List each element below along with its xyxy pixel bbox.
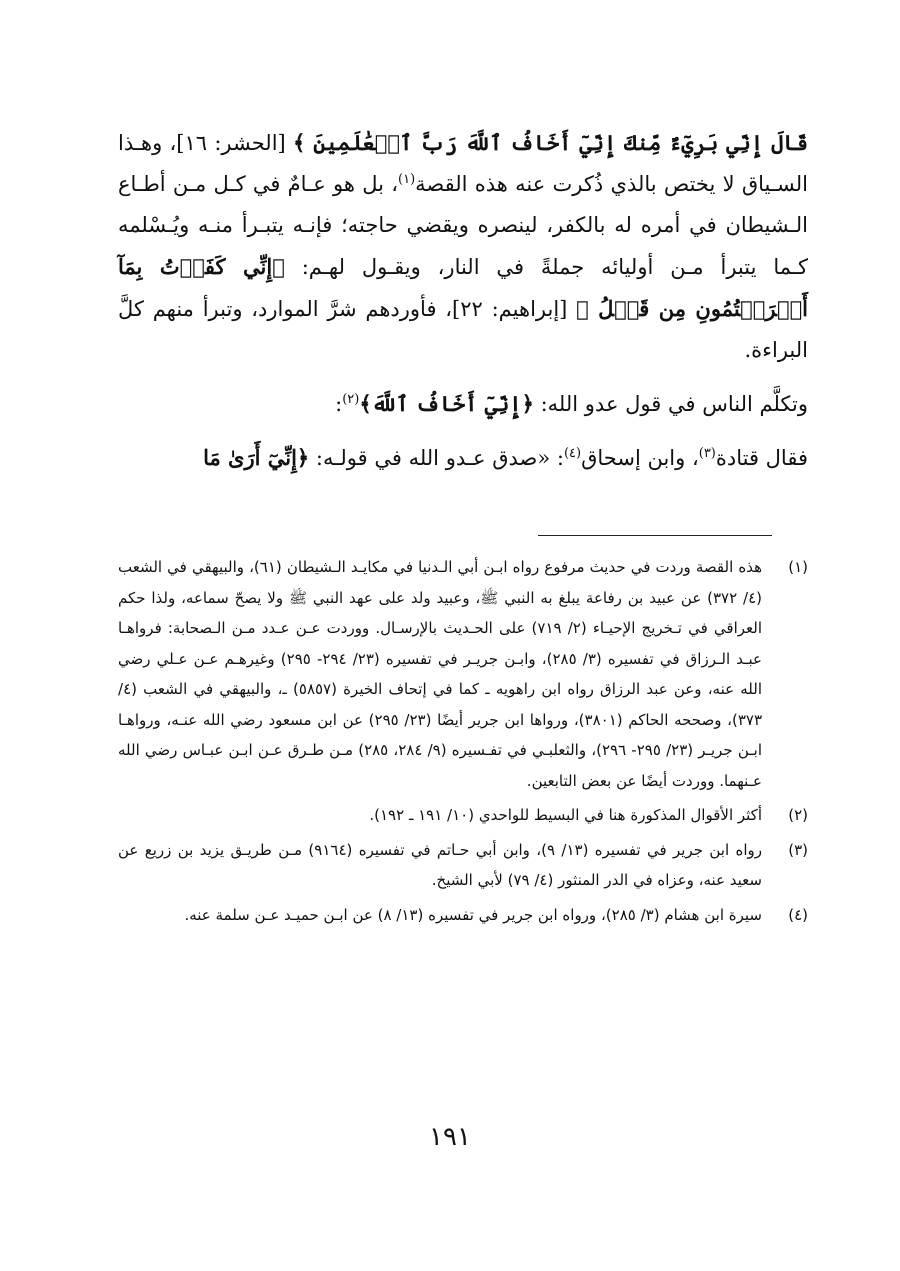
text-segment: : «صدق عـدو الله في قولـه: — [309, 446, 564, 470]
text-segment: [إبراهيم: ٢٢]، فأوردهم شرَّ الموارد، وتبرأ منهم كلَّ البراءة. — [118, 297, 808, 362]
footnote-text: رواه ابن جرير في تفسيره (١٣/ ٩)، وابن أبي حـاتم في تفسيره (٩١٦٤) مـن طريـق يزيد بن زريع عن سعيد عنه، وعزاه في الدر المنثور (٤/ ٧٩) لأبي الشيخ. — [118, 840, 762, 889]
footnote-number: (٢) — [788, 806, 808, 824]
text-segment: وتكلَّم الناس في قول عدو الله: — [533, 392, 808, 416]
quran-verse: قَالَ إِنِّي بَرِيٓءٌ مِّنكَ إِنِّيٓ أَخَافُ ٱللَّهَ رَبَّ ٱلۡعَٰلَمِينَ ﴾ — [293, 130, 808, 155]
footnote-2 — [118, 800, 808, 831]
text-segment: ، وابن إسحاق — [581, 446, 699, 470]
footnotes — [118, 552, 808, 934]
paragraph-2 — [118, 383, 808, 425]
footnote-ref-3[interactable]: (٣) — [698, 446, 716, 461]
text-segment: [الحشر: ١٦]، وهـذا السـياق لا يختص بالذي ذُكرت عنه هذه القصة — [118, 131, 808, 196]
footnote-1 — [118, 552, 808, 796]
footnote-number: (١) — [788, 558, 808, 576]
footnote-3 — [118, 835, 808, 896]
paragraph-1 — [118, 122, 808, 371]
footnote-ref-2[interactable]: (٢) — [342, 392, 360, 407]
text-segment: ، بل هو عـامٌ في كـل مـن أطـاع الـشيطان في أمره له بالكفر، لينصره ويقضي حاجته؛ فإنـه يتبـرأ منـه ويُـسْلمه كـما يتبرأ مـن أوليائه جملةً في النار، ويقـول لهـم: — [118, 172, 809, 279]
page-number: ١٩١ — [429, 1122, 471, 1152]
text-segment: فقال قتادة — [715, 446, 808, 470]
paragraph-3 — [118, 437, 808, 479]
footnote-number: (٤) — [788, 905, 808, 924]
quran-verse: ﴿إِنِّي كَفَرۡتُ بِمَآ أَشۡرَكۡتُمُونِ مِن قَبۡلُ ﴾ — [118, 254, 808, 321]
footnote-number: (٣) — [788, 840, 808, 859]
footnote-text: سيرة ابن هشام (٣/ ٢٨٥)، ورواه ابن جرير في تفسيره (١٣/ ٨) عن ابـن حميـد عـن سلمة عنه. — [184, 905, 762, 924]
footnote-ref-1[interactable]: (١) — [398, 172, 416, 187]
quran-verse: ﴿إِنِّيٓ أَرَىٰ مَا — [203, 445, 310, 470]
footnote-ref-4[interactable]: (٤) — [563, 446, 582, 461]
text-segment: : — [335, 392, 343, 416]
footnote-text: هذه القصة وردت في حديث مرفوع رواه ابـن أبي الـدنيا في مكايـد الـشيطان (٦١)، والبيهقي في الشعب (٤/ ٣٧٢) عن عبيد بن رفاعة يبلغ به النبي ﷺ، وعبيد ولد على عهد النبي ﷺ ولا يصحّ سماعه، ولذا حكم العراقي في تـخريج الإحيـاء (٢/ ٧١٩) على الحـديث بالإرسـال. ووردت عـن عـدد مـن الـصحابة: فرواهـا عبـد الـرزاق في تفسيره (٣/ ٢٨٥)، وابـن جريـر في تفسيره (٢٣/ ٢٩٤- ٢٩٥) وغيرهـم عـن عـلي رضي الله عنه، وعن عبد الرزاق رواه ابن راهويه ـ كما في إتحاف الخيرة (٥٨٥٧) ـ، والبيهقي في الشعب (٤/ ٣٧٣)، وصححه الحاكم (٣٨٠١)، ورواها ابن جرير أيضًا (٢٣/ ٢٩٥) عن ابن مسعود رضي الله عنـه، ورواهـا ابـن جريـر (٢٣/ ٢٩٥- ٢٩٦)، والثعلبـي في تفـسيره (٩/ ٢٨٤، ٢٨٥) مـن طـرق عـن ابـن عبـاس رضي الله عـنهما. ووردت أيضًا عن بعض التابعين. — [118, 558, 763, 790]
footnote-4 — [118, 900, 808, 931]
footnote-text: أكثر الأقوال المذكورة هنا في البسيط للواحدي (١٠/ ١٩١ ـ ١٩٢). — [369, 806, 762, 824]
footnote-divider — [538, 535, 772, 536]
main-text — [118, 122, 808, 479]
quran-verse: ﴿إِنِّيٓ أَخَافُ ٱللَّهَ﴾ — [359, 391, 534, 416]
